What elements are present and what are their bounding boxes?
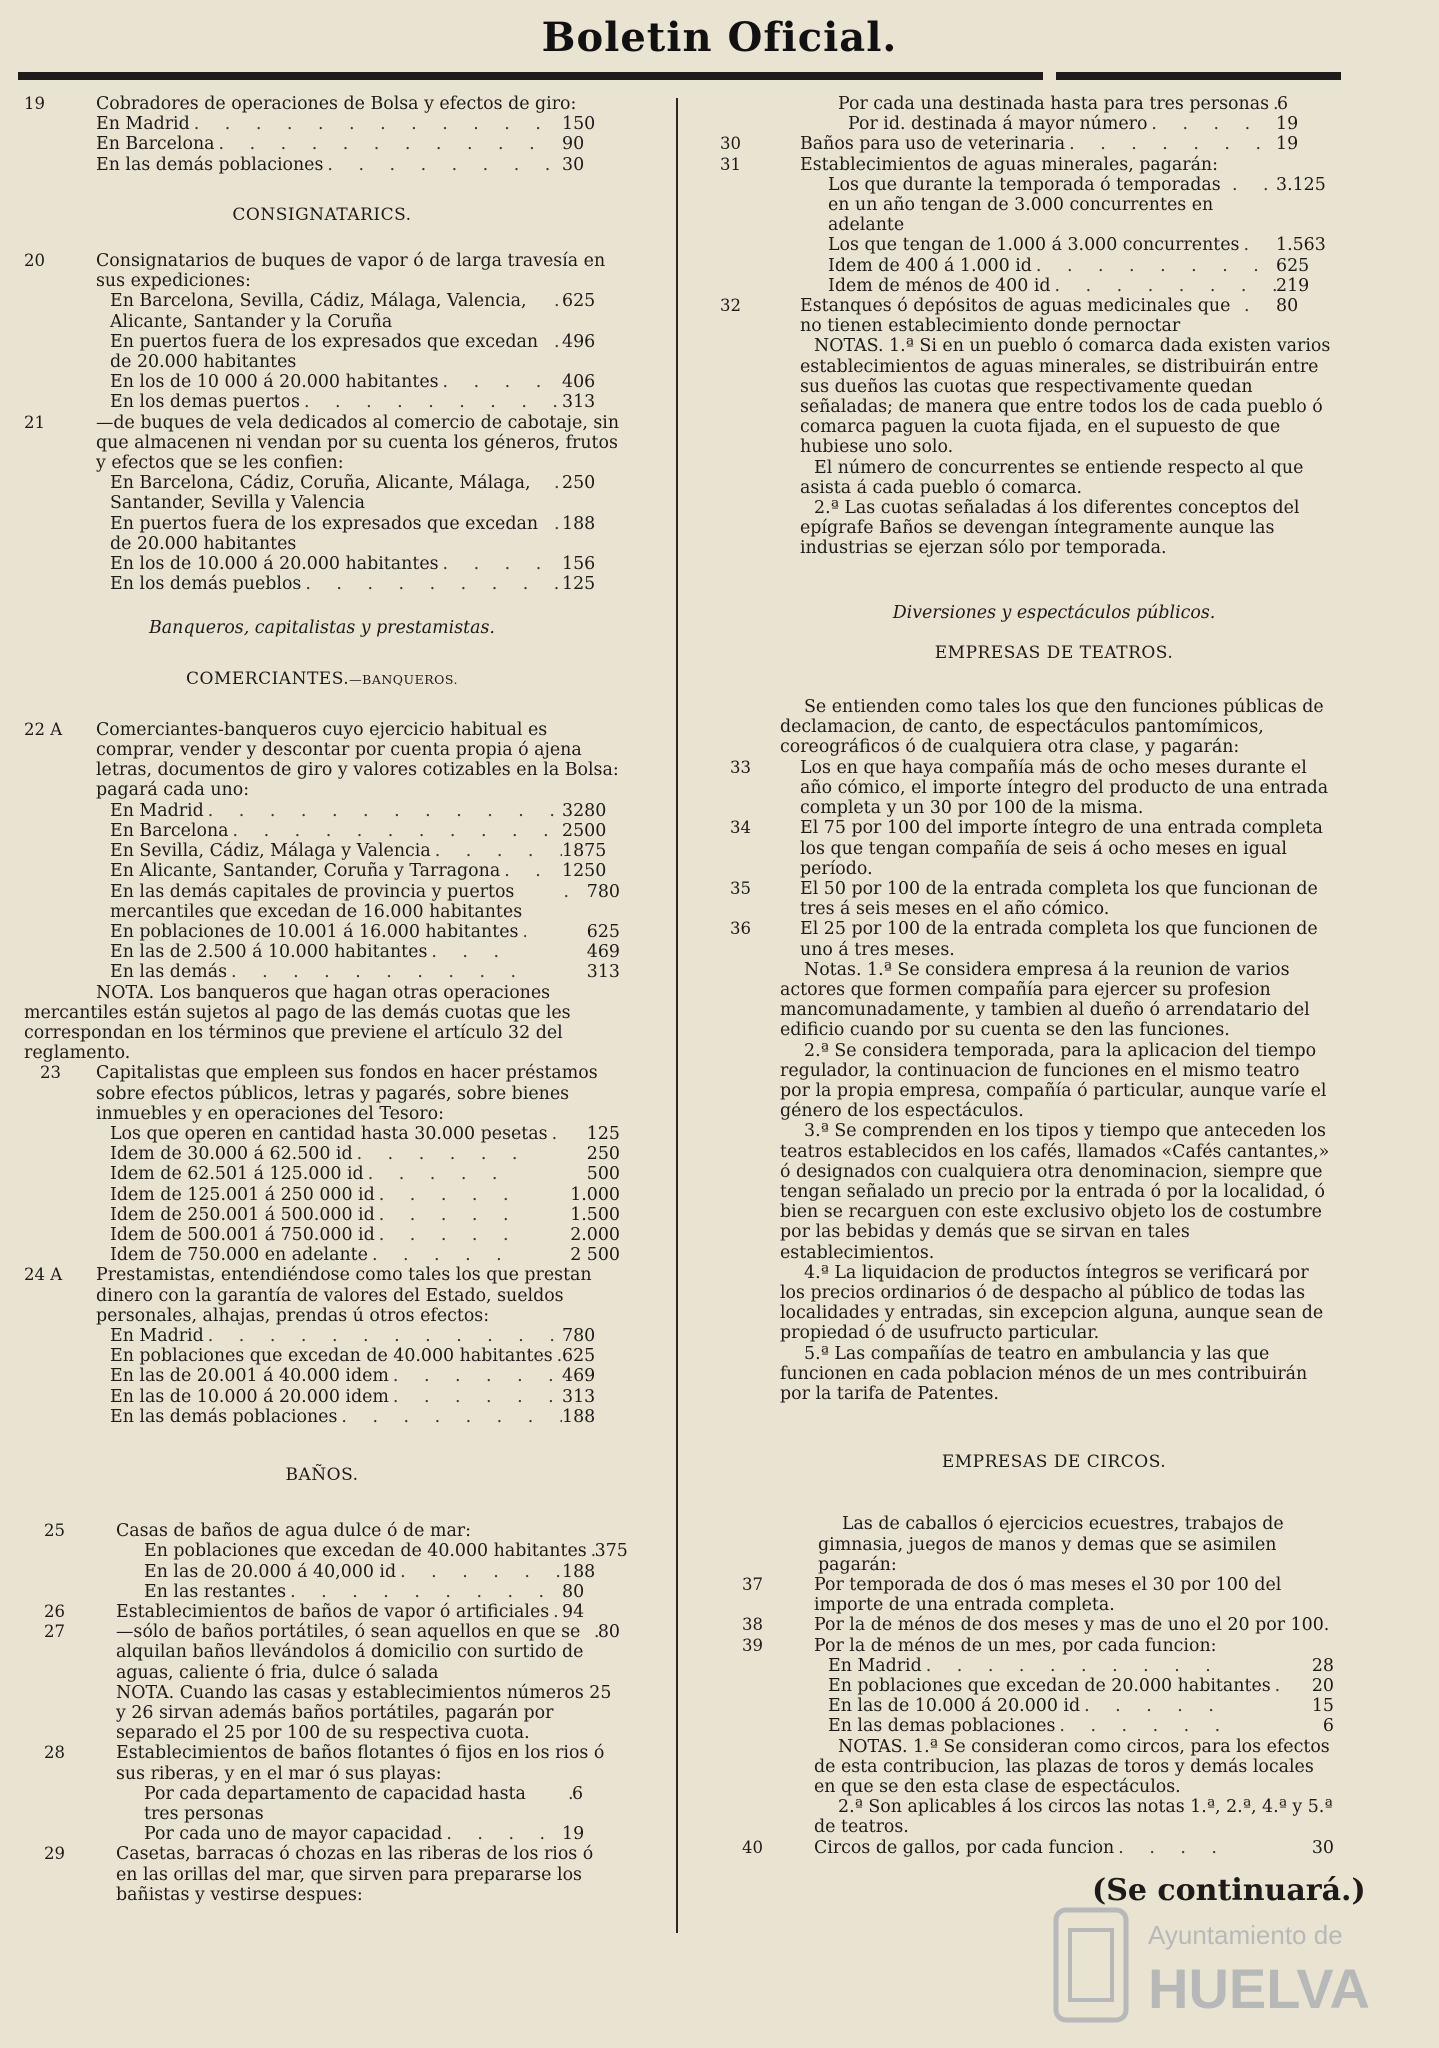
entry-27 [24,1622,620,1683]
tariff-row: En Barcelona, Cádiz, Coruña, Alicante, Málaga, Santander, Sevilla y Valencia . . . 250 [96,473,620,513]
note-paragraph: 4.ª La liquidacion de productos íntegros se verificará por los precios ordinarios ó de despacho al público de todas las localidades y entradas, sin excepcion alguna, aunque sean de propiedad ó de usufructo particular. [780,1262,1324,1344]
seal-line-1: Ayuntamiento de [1148,1920,1343,1950]
tariff-row: Idem de 62.501 á 125.000 id . . . 500 [96,1164,620,1184]
entry-number: 40 [742,1837,763,1857]
entry-37 [694,1575,1334,1615]
section-heading: CONSIGNATARICS. [232,204,412,225]
tariff-row: En las de 20.001 á 40.000 idem . . . 469 [96,1366,620,1386]
entry-text: El 25 por 100 de la entrada completa los que funcionen de uno á tres meses. [800,919,1318,960]
entry-title: Establecimientos de aguas minerales, pagarán: [800,154,1218,175]
tariff-row: Idem de 750.000 en adelante . . . 2 500 [96,1245,620,1265]
entry-title: Casetas, barracas ó chozas en las riberas de los rios ó en las orillas del mar, que sirven para prepararse los bañistas y vestirse despues: [116,1844,594,1905]
entry-title: Cobradores de operaciones de Bolsa y efectos de giro: [96,94,577,114]
entry-number: 28 [44,1743,65,1763]
entry-22 [24,720,620,983]
right-column [694,94,1334,1858]
entry-19 [24,94,620,175]
entry-35 [694,879,1334,919]
tariff-row: En las demas poblaciones . . . 6 [814,1716,1334,1736]
entry-number: 35 [730,878,751,898]
tariff-row: En las de 2.500 á 10.000 habitantes . . . 469 [96,942,620,962]
tariff-row: En los de 10 000 á 20.000 habitantes . . . 406 [96,372,620,392]
tariff-row: En Madrid . . . 780 [96,1326,620,1346]
tariff-row: En poblaciones que excedan de 40.000 habitantes . . . 625 [96,1346,620,1366]
tariff-row: En los de 10.000 á 20.000 habitantes . . . 156 [96,554,620,574]
tariff-row: En las de 10.000 á 20.000 id . . . 15 [814,1696,1334,1716]
tariff-row: Idem de 500.001 á 750.000 id . . . 2.000 [96,1225,620,1245]
tariff-row: Por cada una destinada hasta para tres personas . . . 6 [694,94,1334,114]
note-paragraph: 2.ª Se considera temporada, para la aplicacion del tiempo regulador, la continuacion de funciones en el mismo teatro por la propia empresa, compañía ó particular, aunque varíe el género de los espectáculos. [780,1040,1327,1122]
note-paragraph: NOTAS. 1.ª Si en un pueblo ó comarca dada existen varios establecimientos de aguas minerales, se distribuirán entre sus dueños las cuotas que respectivamente quedan señaladas; de manera que entre todos los de cada pueblo ó comarca paguen la cuota fijada, en el supuesto de que hubiese uno solo. [800,336,1331,458]
entry-number: 21 [24,412,45,432]
entry-31 [694,155,1334,296]
entry-number: 24 A [24,1265,63,1285]
entry-text: El 75 por 100 del importe íntegro de una entrada completa los que tengan compañía de seis á ocho meses en igual período. [800,818,1323,879]
left-column [24,94,628,1905]
tariff-row: Por cada departamento de capacidad hasta tres personas . . . 6 [96,1784,620,1824]
tariff-row: Por id. destinada á mayor número . . . 19 [694,114,1334,134]
tariff-row: En los demas puertos . . . 313 [96,392,620,412]
entry-33 [694,758,1334,819]
tariff-row: En poblaciones que excedan de 40.000 habitantes . . . 375 [96,1541,620,1561]
tariff-row: Los que operen en cantidad hasta 30.000 pesetas . . . 125 [96,1124,620,1144]
note-paragraph: NOTAS. 1.ª Se consideran como circos, para los efectos de esta contribucion, las plazas de toros y demás locales en que se den esta clase de espectáculos. [814,1736,1330,1798]
entry-36 [694,919,1334,959]
entry-number: 34 [730,818,751,838]
tariff-row: Establecimientos de baños de vapor ó artificiales . . . 94 [96,1602,620,1622]
entry-title: Establecimientos de baños flotantes ó fijos en los rios ó sus riberas, y en el mar ó sus playas: [116,1743,605,1784]
entry-title: Capitalistas que empleen sus fondos en hacer préstamos sobre efectos públicos, letras y pagarés, sobre bienes inmuebles y en operaciones del Tesoro: [96,1063,598,1124]
note-paragraph: 5.ª Las compañías de teatro en ambulancia y las que funcionen en cada poblacion ménos de un mes contribuirán por la tarifa de Patentes. [780,1343,1308,1404]
tariff-row: Idem de 125.001 á 250 000 id . . . 1.000 [96,1185,620,1205]
tariff-row: Baños para uso de veterinaria . . . 19 [800,134,1334,154]
tariff-row: Idem de 30.000 á 62.500 id . . . 250 [96,1144,620,1164]
seal-line-2: HUELVA [1148,1957,1370,2020]
note-paragraph: 2.ª Las cuotas señaladas á los diferentes conceptos del epígrafe Baños se devengan íntegramente aunque las industrias se ejerzan sólo por temporada. [800,498,1300,559]
italic-subheading: Diversiones y espectáculos públicos. [892,602,1216,623]
entry-number: 36 [730,919,751,939]
tariff-row: En poblaciones que excedan de 20.000 habitantes . . . 20 [814,1676,1334,1696]
header-rule [18,72,1043,80]
intro-paragraph: Las de caballos ó ejercicios ecuestres, trabajos de gimnasia, juegos de manos y demas que se asimilen pagarán: [818,1514,1284,1575]
section-heading [24,669,620,690]
entry-26 [24,1602,620,1622]
entry-24 [24,1265,620,1427]
tariff-row: Estanques ó depósitos de aguas medicinales que no tienen establecimiento donde pernoctar . . . 80 [800,296,1334,336]
tariff-row: En Alicante, Santander, Coruña y Tarragona . . . 1250 [96,861,620,881]
tariff-row: En Madrid . . . 150 [96,114,620,134]
entry-title: Por la de ménos de un mes, por cada funcion: [814,1635,1217,1656]
tariff-row: —sólo de baños portátiles, ó sean aquellos en que se alquilan baños llevándolos á domicilio con surtido de aguas, caliente ó fria, dulce ó salada . . . 80 [96,1622,620,1683]
tariff-row: Idem de 400 á 1.000 id . . . 625 [800,256,1334,276]
tariff-row: En las demás . . . 313 [96,962,620,982]
tariff-row: En los demás pueblos . . . 125 [96,574,620,594]
tariff-row: Por cada uno de mayor capacidad . . . 19 [96,1824,620,1844]
section-heading: EMPRESAS DE CIRCOS. [941,1452,1167,1473]
italic-subheading: Banqueros, capitalistas y prestamistas. [149,618,495,639]
entry-40 [694,1838,1334,1858]
archive-seal-watermark [1048,1900,1378,2030]
entry-number: 26 [44,1602,65,1621]
entry-38 [694,1615,1334,1635]
note-paragraph: Notas. 1.ª Se considera empresa á la reunion de varios actores que formen compañía para ejercer su profesion mancomunadamente, y tambien al dueño ó arrendatario del edificio cuando por su cuenta se den las funciones. [780,959,1310,1041]
note-paragraph: NOTA. Cuando las casas y establecimientos números 25 y 26 sirvan además baños portátiles, pagarán por separado el 25 por 100 de su respectiva cuota. [116,1682,612,1744]
tariff-row: Idem de 250.001 á 500.000 id . . . 1.500 [96,1205,620,1225]
tariff-row: En Madrid . . . 3280 [96,801,620,821]
tariff-row: En Madrid . . . 28 [814,1656,1334,1676]
entry-title: Comerciantes-banqueros cuyo ejercicio habitual es comprar, vender y descontar por cuenta propia ó ajena letras, documentos de giro y valores cotizables en la Bolsa: pagará cada uno: [96,719,619,801]
entry-number: 29 [44,1844,65,1864]
entry-30 [694,134,1334,154]
tariff-row: En las de 10.000 á 20.000 idem . . . 313 [96,1387,620,1407]
entry-number: 30 [720,134,741,154]
entry-25 [24,1521,628,1602]
intro-paragraph: Se entienden como tales los que den funciones públicas de declamacion, de canto, de espectáculos pantomímicos, coreográficos ó de cualquiera otra clase, y pagarán: [780,697,1324,758]
section-heading: EMPRESAS DE TEATROS. [934,642,1174,663]
entry-23 [24,1063,620,1265]
entry-number: 22 A [24,719,63,739]
column-divider [676,98,678,1933]
tariff-row: Circos de gallos, por cada funcion . . . 30 [814,1838,1334,1858]
note-paragraph: NOTA. Los banqueros que hagan otras operaciones mercantiles están sujetos al pago de las demás cuotas que les correspondan en los términos que previene el artículo 32 del reglamento. [24,982,571,1064]
heading-main: COMERCIANTES. [186,668,350,689]
tariff-row: En las restantes . . . 80 [96,1582,620,1602]
entry-20 [24,251,620,413]
entry-text: Por la de ménos de dos meses y mas de uno el 20 por 100. [814,1615,1330,1636]
entry-number: 27 [44,1622,65,1642]
tariff-row: En Sevilla, Cádiz, Málaga y Valencia . . . 1875 [96,841,620,861]
entry-text: El 50 por 100 de la entrada completa los que funcionan de tres á seis meses en el año cómico. [800,878,1318,920]
entry-number: 32 [720,296,741,316]
tariff-row: En las demás capitales de provincia y puertos mercantiles que excedan de 16.000 habitantes . . . 780 [96,882,620,922]
tariff-row: En poblaciones de 10.001 á 16.000 habitantes . . . 625 [96,922,620,942]
header-rule [1056,72,1341,80]
entry-number: 23 [40,1063,61,1083]
tariff-row: En las de 20.000 á 40,000 id . . . 188 [96,1562,620,1582]
entry-number: 20 [24,251,45,271]
entry-title: Casas de baños de agua dulce ó de mar: [116,1521,471,1542]
entry-text: Por temporada de dos ó mas meses el 30 por 100 del importe de una entrada completa. [814,1575,1282,1616]
entry-number: 39 [742,1635,763,1655]
heading-sub: —BANQUEROS. [349,671,458,687]
note-paragraph: 2.ª Son aplicables á los circos las notas 1.ª, 2.ª, 4.ª y 5.ª de teatros. [814,1797,1333,1838]
note-paragraph: 3.ª Se comprenden en los tipos y tiempo que anteceden los teatros establecidos en los cafés, llamados «Cafés cantantes,» ó designados con cualquiera otra denominacion, siempre que tengan señalado un precio por la entrada ó por la localidad, ó bien se recarguen con este exclusivo objeto los de costumbre por las bebidas y demás que se sirvan en tales establecimientos. [780,1121,1330,1263]
tariff-row: En puertos fuera de los expresados que excedan de 20.000 habitantes . . . 496 [96,332,620,372]
entry-number: 31 [720,154,741,174]
entry-text: Los en que haya compañía más de ocho meses durante el año cómico, el importe íntegro del producto de una entrada completa y un 30 por 100 de la misma. [800,757,1329,819]
tariff-row: En puertos fuera de los expresados que excedan de 20.000 habitantes . . . 188 [96,514,620,554]
entry-32 [694,296,1334,336]
tariff-row: Los que durante la temporada ó temporadas en un año tengan de 3.000 concurrentes en adelante . . . 3.125 [800,175,1334,236]
continued-note: (Se continuará.) [1092,1873,1366,1908]
tariff-row: En Barcelona . . . 90 [96,134,620,154]
tariff-row: En las demás poblaciones . . . 188 [96,1407,620,1427]
tariff-row: En las demás poblaciones . . . 30 [96,155,620,175]
note-paragraph: El número de concurrentes se entiende respecto al que asista á cada pueblo ó comarca. [800,457,1304,498]
entry-title: —de buques de vela dedicados al comercio de cabotaje, sin que almacenen ni vendan por su cuenta los géneros, frutos y efectos que se les confien: [96,412,620,474]
entry-21 [24,413,620,595]
entry-number: 25 [44,1521,65,1541]
entry-29 [24,1844,620,1905]
entry-39 [694,1636,1334,1737]
entry-title: Prestamistas, entendiéndose como tales los que prestan dinero con la garantía de valores del Estado, sueldos personales, alhajas, prendas ú otros efectos: [96,1265,592,1326]
tariff-row: En Barcelona, Sevilla, Cádiz, Málaga, Valencia, Alicante, Santander y la Coruña . . . 625 [96,291,620,331]
entry-28 [24,1743,620,1844]
tariff-row: Idem de ménos de 400 id . . . 219 [800,276,1334,296]
masthead-title: Boletin Oficial. [541,14,898,61]
entry-number: 37 [742,1575,763,1594]
entry-number: 38 [742,1615,763,1635]
entry-number: 33 [730,757,751,777]
entry-title: Consignatarios de buques de vapor ó de larga travesía en sus expediciones: [96,251,606,292]
section-heading: BAÑOS. [285,1464,359,1485]
entry-34 [694,818,1334,879]
entry-number: 19 [24,94,45,113]
tariff-row: Los que tengan de 1.000 á 3.000 concurrentes . . . 1.563 [800,235,1334,255]
tariff-row: En Barcelona . . . 2500 [96,821,620,841]
